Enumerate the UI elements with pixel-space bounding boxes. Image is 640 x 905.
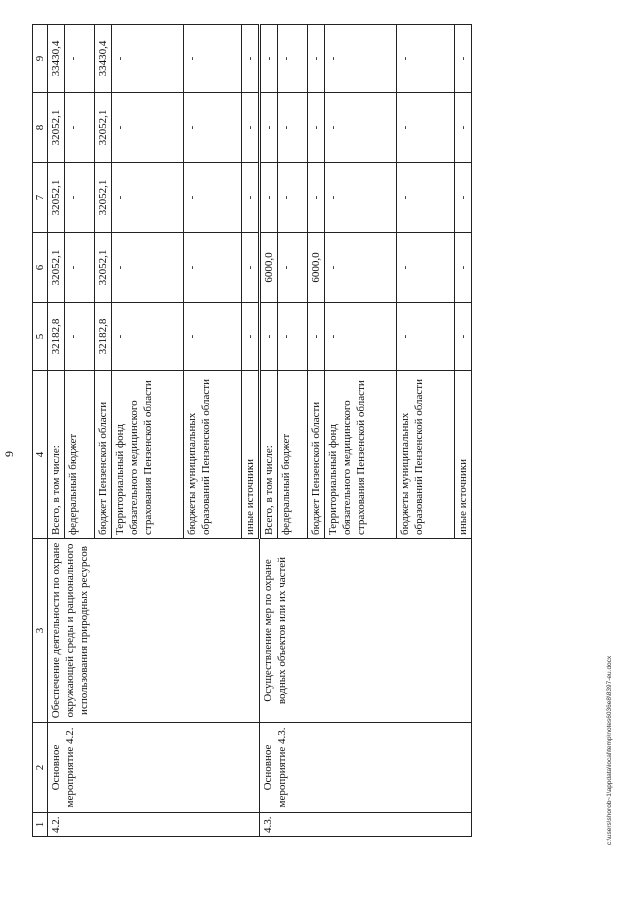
amount-cell: - [278, 163, 308, 233]
amount-cell: - [308, 25, 325, 93]
amount-cell: - [260, 303, 278, 371]
amount-cell: - [65, 233, 95, 303]
column-number: 3 [33, 539, 48, 723]
amount-cell: - [397, 303, 455, 371]
amount-cell: - [325, 163, 397, 233]
amount-cell: 32052,1 [95, 163, 112, 233]
amount-cell: 32052,1 [95, 93, 112, 163]
amount-cell: - [65, 93, 95, 163]
amount-cell: - [65, 163, 95, 233]
amount-cell: 32182,8 [95, 303, 112, 371]
amount-cell: - [260, 25, 278, 93]
funding-source: бюджеты муниципальных образований Пензенской области [184, 371, 242, 539]
column-number: 8 [33, 93, 48, 163]
amount-cell: - [325, 303, 397, 371]
funding-source: иные источники [455, 371, 472, 539]
amount-cell: - [278, 93, 308, 163]
amount-cell: - [397, 233, 455, 303]
table-row [48, 25, 65, 837]
amount-cell: - [308, 163, 325, 233]
column-number: 2 [33, 723, 48, 813]
amount-cell: - [184, 25, 242, 93]
amount-cell: - [397, 93, 455, 163]
amount-cell: 32052,1 [48, 233, 65, 303]
amount-cell: - [112, 25, 184, 93]
footer-file-path: c:\users\shorob~1\appdata\local\temp\notes6036e8\8397-eu.docx [606, 655, 613, 845]
amount-cell: - [184, 303, 242, 371]
measure-name: Основное мероприятие 4.2. [48, 723, 260, 813]
measure-description: Осуществление мер по охране водных объектов или их частей [260, 539, 472, 723]
amount-cell: - [260, 163, 278, 233]
funding-source: федеральный бюджет [65, 371, 95, 539]
amount-cell: - [112, 303, 184, 371]
amount-cell: - [325, 233, 397, 303]
funding-source: иные источники [242, 371, 260, 539]
funding-source: федеральный бюджет [278, 371, 308, 539]
amount-cell: - [455, 303, 472, 371]
amount-cell: - [325, 93, 397, 163]
amount-cell: - [278, 25, 308, 93]
amount-cell: - [325, 25, 397, 93]
amount-cell: - [242, 303, 260, 371]
amount-cell: 33430,4 [48, 25, 65, 93]
amount-cell: 6000,0 [260, 233, 278, 303]
amount-cell: - [397, 25, 455, 93]
column-number: 1 [33, 813, 48, 837]
measure-description: Обеспечение деятельности по охране окружающей среды и рационального использования природных ресурсов [48, 539, 260, 723]
column-number: 6 [33, 233, 48, 303]
funding-source: бюджет Пензенской области [95, 371, 112, 539]
funding-source: Всего, в том числе: [48, 371, 65, 539]
amount-cell: - [65, 25, 95, 93]
table-row [260, 25, 278, 837]
column-number: 5 [33, 303, 48, 371]
funding-source: бюджет Пензенской области [308, 371, 325, 539]
amount-cell: - [455, 233, 472, 303]
measure-name: Основное мероприятие 4.3. [260, 723, 472, 813]
amount-cell: - [184, 233, 242, 303]
section-id: 4.3. [260, 813, 472, 837]
amount-cell: - [242, 25, 260, 93]
section-id: 4.2. [48, 813, 260, 837]
column-number: 4 [33, 371, 48, 539]
funding-source: Всего, в том числе: [260, 371, 278, 539]
amount-cell: 32052,1 [48, 163, 65, 233]
amount-cell: 32052,1 [95, 233, 112, 303]
amount-cell: - [242, 93, 260, 163]
amount-cell: - [397, 163, 455, 233]
amount-cell: 6000,0 [308, 233, 325, 303]
amount-cell: - [112, 93, 184, 163]
amount-cell: - [112, 163, 184, 233]
amount-cell: - [184, 163, 242, 233]
funding-source: бюджеты муниципальных образований Пензенской области [397, 371, 455, 539]
amount-cell: - [308, 93, 325, 163]
funding-source: Территориальный фонд обязательного медицинского страхования Пензенской области [325, 371, 397, 539]
header-row [33, 25, 48, 837]
amount-cell: - [308, 303, 325, 371]
amount-cell: - [112, 233, 184, 303]
amount-cell: - [65, 303, 95, 371]
amount-cell: - [242, 233, 260, 303]
page-number: 9 [2, 451, 16, 457]
amount-cell: - [278, 303, 308, 371]
amount-cell: - [278, 233, 308, 303]
amount-cell: - [455, 25, 472, 93]
amount-cell: 32052,1 [48, 93, 65, 163]
budget-table [32, 24, 472, 837]
amount-cell: - [184, 93, 242, 163]
column-number: 9 [33, 25, 48, 93]
amount-cell: - [260, 93, 278, 163]
amount-cell: - [455, 93, 472, 163]
column-number: 7 [33, 163, 48, 233]
amount-cell: 33430,4 [95, 25, 112, 93]
funding-source: Территориальный фонд обязательного медицинского страхования Пензенской области [112, 371, 184, 539]
amount-cell: - [242, 163, 260, 233]
amount-cell: - [455, 163, 472, 233]
amount-cell: 32182,8 [48, 303, 65, 371]
